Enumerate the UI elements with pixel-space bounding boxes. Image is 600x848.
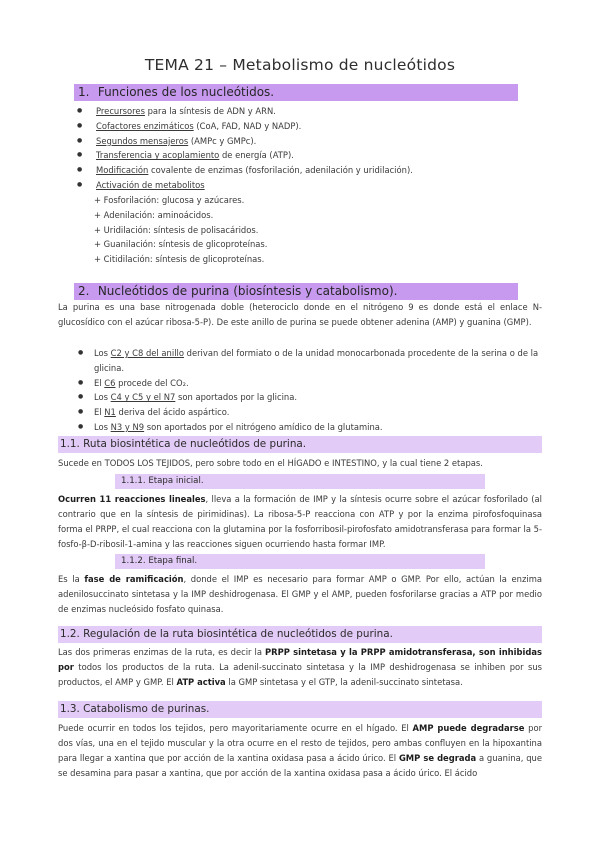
list-item: ● El C6 procede del CO₂. [76, 376, 542, 391]
list-item: ● Los C2 y C8 del anillo derivan del formiato o de la unidad monocarbonada procedente de la serina o de la glicina. [76, 346, 542, 376]
purine-intro-paragraph: La purina es una base nitrogenada doble (heterociclo donde en el nitrógeno 9 es donde está el enlace N-glucosídico con el azúcar ribosa-5-P). De este anillo de purina se puede obtener adenina (AMP) y guanina (GMP). [58, 302, 542, 327]
sublist-item: + Uridilación: síntesis de polisacáridos. [94, 224, 259, 235]
catabolism-paragraph: Puede ocurrir en todos los tejidos, pero mayoritariamente ocurre en el hígado. El AMP puede degradarse por dos vías, una en el tejido muscular y la otra ocurre en el resto de tejidos, pero ambas confluyen en la hipoxantina para llegar a xantina que por acción de la xantina oxidasa pasa a ácido úrico. El GMP se degrada a guanina, que se desamina para pasar a xantina, que por acción de la xantina oxidasa pasa a ácido úrico. El ácido [58, 723, 543, 778]
list-item: ● Segundos mensajeros (AMPc y GMPc). [74, 134, 413, 149]
sublist-item: + Fosforilación: glucosa y azúcares. [94, 195, 245, 205]
list-item: ● El N1 deriva del ácido aspártico. [76, 405, 542, 420]
activation-sublist [94, 193, 267, 267]
list-item: ● Precursores para la síntesis de ADN y ARN. [74, 104, 413, 119]
subsection-1-1-1-heading: 1.1.1. Etapa inicial. [115, 474, 485, 489]
section-2-heading: 2. Nucleótidos de purina (biosíntesis y catabolismo). [74, 283, 518, 300]
regulation-paragraph: Las dos primeras enzimas de la ruta, es decir la PRPP sintetasa y la PRPP amidotransferasa, son inhibidas por todos los productos de la ruta. La adenil-succinato sintetasa y la IMP deshidrogenasa se inhiben por sus productos, el AMP y GMP. El ATP activa la GMP sintetasa y el GTP, la adenil-succinato sintetasa. [58, 647, 542, 687]
list-item: ● Cofactores enzimáticos (CoA, FAD, NAD y NADP). [74, 119, 413, 134]
list-item: ● Los C4 y C5 y el N7 son aportados por la glicina. [76, 390, 542, 405]
section-1-heading: 1. Funciones de los nucleótidos. [74, 84, 518, 101]
sublist-item: + Citidilación: síntesis de glicoproteínas. [94, 254, 265, 265]
initial-stage-paragraph: Ocurren 11 reacciones lineales, lleva a la formación de IMP y la síntesis ocurre sobre el azúcar fosforilado (al contrario que en la síntesis de pirimidinas). La ribosa-5-P reacciona con ATP y por la enzima pirofosfoquinasa forma el PRPP, el cual reacciona con la glutamina por la fosforribosil-pirofosfato amidotransferasa para formar la 5-fosfo-β-D-ribosil-1-amina y las reacciones siguen ocurriendo hasta formar IMP. [58, 494, 542, 549]
functions-list [74, 104, 413, 193]
subsection-1-1-text: Sucede en TODOS LOS TEJIDOS, pero sobre todo en el HÍGADO e INTESTINO, y la cual tiene 2 etapas. [58, 458, 483, 468]
subsection-1-1-heading: 1.1. Ruta biosintética de nucleótidos de purina. [58, 436, 542, 453]
page-title: TEMA 21 – Metabolismo de nucleótidos [144, 56, 456, 74]
list-item: ● Los N3 y N9 son aportados por el nitrógeno amídico de la glutamina. [76, 420, 542, 435]
subsection-1-2-heading: 1.2. Regulación de la ruta biosintética de nucleótidos de purina. [58, 626, 542, 643]
purine-atoms-list [76, 346, 542, 435]
list-item: ● Activación de metabolitos [74, 178, 413, 193]
subsection-1-3-heading: 1.3. Catabolismo de purinas. [58, 701, 542, 718]
sublist-item: + Adenilación: aminoácidos. [94, 209, 214, 220]
final-stage-paragraph: Es la fase de ramificación, donde el IMP es necesario para formar AMP o GMP. Por ello, actúan la enzima adenilosuccinato sintetasa y la IMP deshidrogenasa. El GMP y el AMP, pueden fosforilarse gracias a ATP por medio de enzimas nucleósido fosfato quinasa. [58, 574, 542, 614]
subsection-1-1-2-heading: 1.1.2. Etapa final. [115, 554, 485, 569]
list-item: ● Transferencia y acoplamiento de energía (ATP). [74, 148, 413, 163]
sublist-item: + Guanilación: síntesis de glicoproteínas. [94, 239, 268, 250]
list-item: ● Modificación covalente de enzimas (fosforilación, adenilación y uridilación). [74, 163, 413, 178]
